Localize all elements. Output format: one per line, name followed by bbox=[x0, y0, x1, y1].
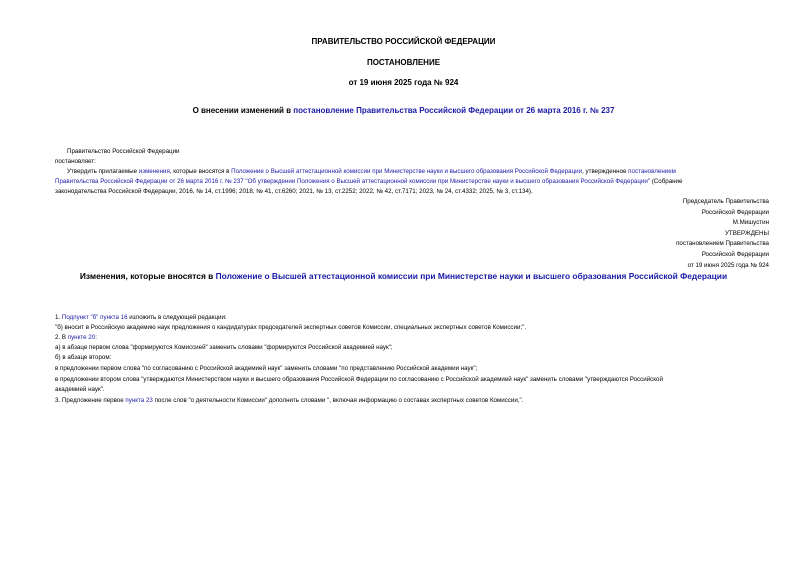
preamble-line-1: Правительство Российской Федерации bbox=[67, 148, 180, 155]
preamble-line-2: постановляет: bbox=[55, 158, 96, 165]
item-2b-2-cont: академией наук". bbox=[55, 386, 105, 393]
approved-by: постановлением Правительства bbox=[676, 240, 769, 248]
p1-text-d: (Собрание bbox=[650, 178, 683, 185]
item-3-text-a: 3. Предложение первое bbox=[55, 397, 126, 404]
signature-block bbox=[519, 197, 769, 271]
changes-heading-link[interactable]: Положение о Высшей аттестационной комиссии при Министерстве науки и высшего образования Российской Федерации bbox=[215, 271, 728, 281]
approved-org: Российской Федерации bbox=[701, 250, 769, 258]
item-2 bbox=[55, 333, 97, 342]
item-1 bbox=[55, 313, 227, 322]
signature-name: М.Мишустин bbox=[732, 219, 769, 227]
approved-date: от 19 июня 2025 года № 924 bbox=[687, 261, 769, 269]
item-3 bbox=[55, 396, 523, 405]
resolution-link-cont[interactable]: Правительства Российской Федерации от 26 марта 2016 г. № 237 "Об утверждении Положения о Высшей аттестационной комиссии при Министерстве науки и высшего образования Российской Федерации" bbox=[55, 178, 651, 185]
signature-org: Российской Федерации bbox=[701, 208, 769, 216]
government-header: ПРАВИТЕЛЬСТВО РОССИЙСКОЙ ФЕДЕРАЦИИ bbox=[311, 37, 496, 46]
document-type: ПОСТАНОВЛЕНИЕ bbox=[366, 58, 441, 67]
p1-text-a: Утвердить прилагаемые bbox=[67, 168, 139, 175]
document-date-number: от 19 июня 2025 года № 924 bbox=[348, 78, 459, 87]
title-prefix: О внесении изменений в bbox=[192, 106, 294, 115]
signature-title: Председатель Правительства bbox=[682, 198, 769, 205]
subparagraph-b-link[interactable]: Подпункт "б" bbox=[61, 314, 99, 321]
item-3-text-b: после слов "о деятельности Комиссии" дополнить словами ", включая информацию о составах экспертных советов Комиссии,". bbox=[152, 397, 524, 404]
item-1-quote: "б) вносит в Российскую академию наук предложения о кандидатурах председателей экспертных советов Комиссии, специальных экспертных советов Комиссии;". bbox=[55, 324, 527, 331]
p1-text-b: , которые вносятся в bbox=[169, 168, 232, 175]
resolution-paragraph-line-2 bbox=[55, 177, 682, 186]
item-2a: а) в абзаце первом слова "формируются Комиссией" заменить словами "формируются Российской академией наук"; bbox=[55, 344, 393, 351]
p1-text-c: , утвержденное bbox=[582, 168, 629, 175]
document-title bbox=[0, 106, 807, 116]
paragraph-23-link[interactable]: пункта 23 bbox=[125, 397, 153, 404]
item-2-number: 2. В bbox=[55, 334, 68, 341]
item-2b-2: в предложении втором слова "утверждаются Министерством науки и высшего образования Российской Федерации по согласованию с Российской академией наук" заменить словами "утверждаются Российской bbox=[55, 376, 663, 383]
approved-label: УТВЕРЖДЕНЫ bbox=[725, 229, 769, 237]
changes-link[interactable]: изменения bbox=[138, 168, 170, 175]
paragraph-16-link[interactable]: пункта 16 bbox=[100, 314, 128, 321]
changes-heading-prefix: Изменения, которые вносятся в bbox=[79, 271, 216, 281]
resolution-link-start[interactable]: постановлением bbox=[628, 168, 676, 175]
item-1-text: изложить в следующей редакции: bbox=[127, 314, 227, 321]
item-2-colon: : bbox=[95, 334, 97, 341]
item-2b: б) в абзаце втором: bbox=[55, 354, 112, 361]
changes-heading bbox=[0, 271, 807, 282]
resolution-paragraph-line-3: законодательства Российской Федерации, 2016, № 14, ст.1996; 2018, № 41, ст.6260; 2021, № 13, ст.2252; 2022, № 42, ст.7171; 2023, № 24, ст.4332; 2025, № 3, ст.134). bbox=[55, 188, 533, 195]
item-1-number: 1. bbox=[55, 314, 62, 321]
regulation-link[interactable]: Положение о Высшей аттестационной комиссии при Министерстве науки и высшего образования Российской Федерации bbox=[231, 168, 583, 175]
title-link[interactable]: постановление Правительства Российской Федерации от 26 марта 2016 г. № 237 bbox=[293, 106, 615, 115]
resolution-paragraph-line-1 bbox=[67, 167, 676, 176]
paragraph-20-link[interactable]: пункте 20 bbox=[67, 334, 96, 341]
item-2b-1: в предложении первом слова "по согласованию с Российской академией наук" заменить словами "по представлению Российской академии наук"; bbox=[55, 365, 478, 372]
